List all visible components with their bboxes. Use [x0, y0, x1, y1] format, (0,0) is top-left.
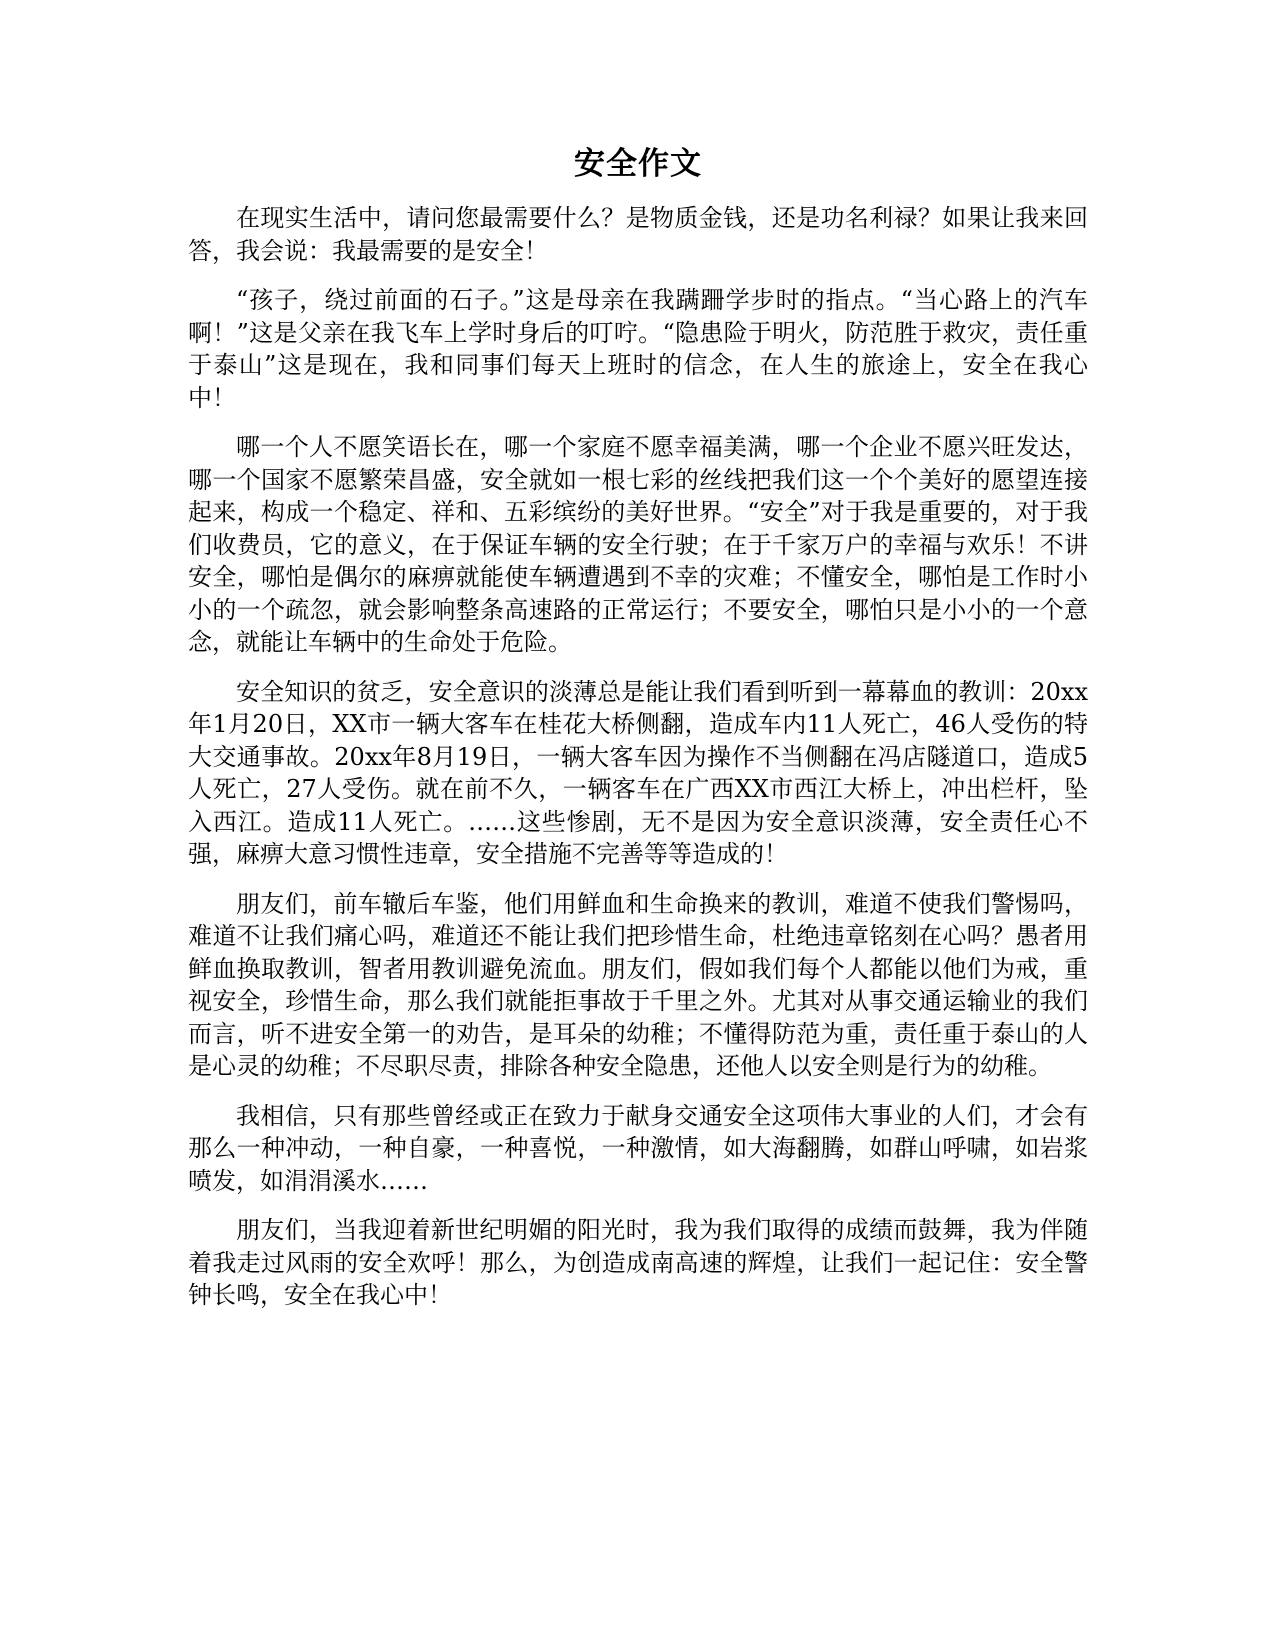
paragraph-6: 我相信，只有那些曾经或正在致力于献身交通安全这项伟大事业的人们，才会有那么一种冲动，一种自豪，一种喜悦，一种激情，如大海翻腾，如群山呼啸，如岩浆喷发，如涓涓溪水…… — [188, 1101, 1088, 1195]
paragraph-3: 哪一个人不愿笑语长在，哪一个家庭不愿幸福美满，哪一个企业不愿兴旺发达，哪一个国家不愿繁荣昌盛，安全就如一根七彩的丝线把我们这一个个美好的愿望连接起来，构成一个稳定、祥和、五彩缤纷的美好世界。“安全”对于我是重要的，对于我们收费员，它的意义，在于保证车辆的安全行驶；在于千家万户的幸福与欢乐！不讲安全，哪怕是偶尔的麻痹就能使车辆遭遇到不幸的灾难；不懂安全，哪怕是工作时小小的一个疏忽，就会影响整条高速路的正常运行；不要安全，哪怕只是小小的一个意念，就能让车辆中的生命处于危险。 — [188, 433, 1088, 656]
document-body — [188, 142, 1088, 1329]
document-title: 安全作文 — [574, 146, 702, 182]
paragraph-7: 朋友们，当我迎着新世纪明媚的阳光时，我为我们取得的成绩而鼓舞，我为伴随着我走过风雨的安全欢呼！那么，为创造成南高速的辉煌，让我们一起记住：安全警钟长鸣，安全在我心中！ — [188, 1216, 1088, 1309]
paragraph-1: 在现实生活中，请问您最需要什么？是物质金钱，还是功名利禄？如果让我来回答，我会说：我最需要的是安全！ — [188, 204, 1088, 265]
paragraph-4: 安全知识的贫乏，安全意识的淡薄总是能让我们看到听到一幕幕血的教训：20xx年1月20日，XX市一辆大客车在桂花大桥侧翻，造成车内11人死亡，46人受伤的特大交通事故。20xx年8月19日，一辆大客车因为操作不当侧翻在冯店隧道口，造成5人死亡，27人受伤。就在前不久，一辆客车在广西XX市西江大桥上，冲出栏杆，坠入西江。造成11人死亡。……这些惨剧，无不是因为安全意识淡薄，安全责任心不强，麻痹大意习惯性违章，安全措施不完善等等造成的！ — [188, 677, 1088, 868]
paragraph-5: 朋友们，前车辙后车鉴，他们用鲜血和生命换来的教训，难道不使我们警惕吗，难道不让我们痛心吗，难道还不能让我们把珍惜生命，杜绝违章铭刻在心吗？愚者用鲜血换取教训，智者用教训避免流血。朋友们，假如我们每个人都能以他们为戒，重视安全，珍惜生命，那么我们就能拒事故于千里之外。尤其对从事交通运输业的我们而言，听不进安全第一的劝告，是耳朵的幼稚；不懂得防范为重，责任重于泰山的人是心灵的幼稚；不尽职尽责，排除各种安全隐患，还他人以安全则是行为的幼稚。 — [188, 889, 1088, 1080]
paragraph-2: “孩子，绕过前面的石子。”这是母亲在我蹒跚学步时的指点。“当心路上的汽车啊！”这是父亲在我飞车上学时身后的叮咛。“隐患险于明火，防范胜于救灾，责任重于泰山”这是现在，我和同事们每天上班时的信念，在人生的旅途上，安全在我心中！ — [188, 286, 1088, 412]
